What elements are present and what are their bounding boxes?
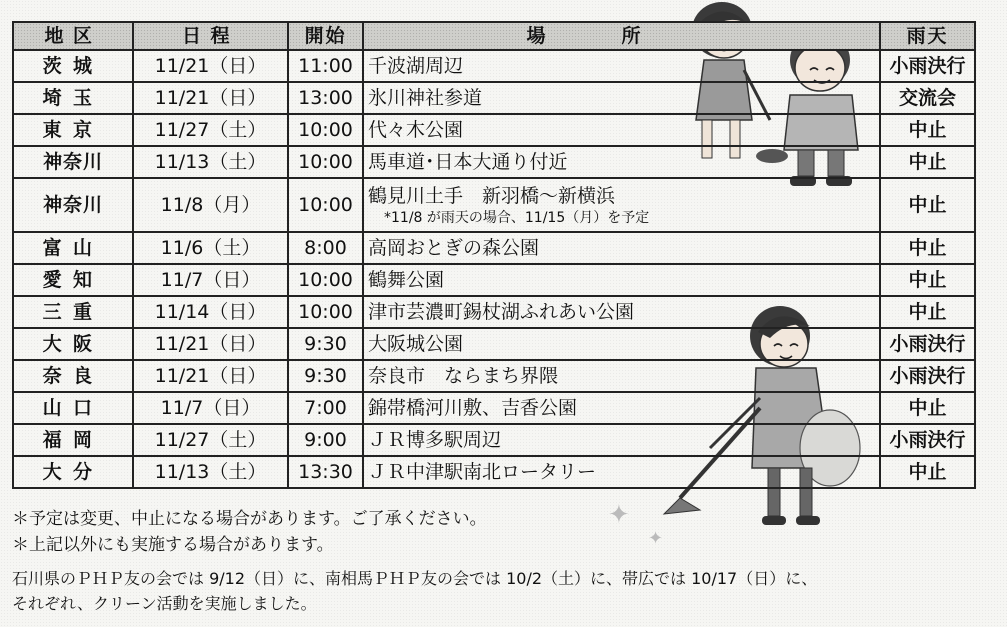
- rain-cell: 中止: [880, 146, 975, 178]
- sparkle-icon: ✦: [608, 500, 630, 530]
- date-cell: 11/13（土）: [133, 456, 288, 488]
- rain-cell: 中止: [880, 178, 975, 232]
- header-area: 地区: [13, 22, 133, 50]
- header-time: 開始: [288, 22, 363, 50]
- date-cell: 11/21（日）: [133, 82, 288, 114]
- area-cell: 三重: [13, 296, 133, 328]
- sparkle-icon: ✦: [648, 528, 664, 549]
- place-cell: 津市芸濃町錫杖湖ふれあい公園: [363, 296, 880, 328]
- time-cell: 7:00: [288, 392, 363, 424]
- rain-cell: 小雨決行: [880, 424, 975, 456]
- time-cell: 10:00: [288, 296, 363, 328]
- header-place: 場所: [363, 22, 880, 50]
- table-row: [13, 82, 975, 114]
- note-line: ＊予定は変更、中止になる場合があります。ご了承ください。: [12, 509, 487, 529]
- time-cell: 10:00: [288, 178, 363, 232]
- time-cell: 9:30: [288, 360, 363, 392]
- table-row: [13, 50, 975, 82]
- rain-cell: 交流会: [880, 82, 975, 114]
- header-date: 日程: [133, 22, 288, 50]
- date-cell: 11/8（月）: [133, 178, 288, 232]
- place-cell: 大阪城公園: [363, 328, 880, 360]
- cleanup-schedule-table: [12, 21, 976, 489]
- place-cell: 代々木公園: [363, 114, 880, 146]
- time-cell: 11:00: [288, 50, 363, 82]
- rain-cell: 小雨決行: [880, 50, 975, 82]
- area-cell: 大分: [13, 456, 133, 488]
- place-cell: 錦帯橋河川敷、吉香公園: [363, 392, 880, 424]
- area-cell: 山口: [13, 392, 133, 424]
- rain-cell: 小雨決行: [880, 360, 975, 392]
- date-cell: 11/13（土）: [133, 146, 288, 178]
- rain-cell: 中止: [880, 296, 975, 328]
- date-cell: 11/21（日）: [133, 50, 288, 82]
- place-text: 鶴見川土手 新羽橋～新横浜: [368, 185, 616, 207]
- place-cell: ＪＲ博多駅周辺: [363, 424, 880, 456]
- area-cell: 愛知: [13, 264, 133, 296]
- date-cell: 11/7（日）: [133, 392, 288, 424]
- schedule-notes: [12, 506, 487, 558]
- time-cell: 10:00: [288, 114, 363, 146]
- area-cell: 大阪: [13, 328, 133, 360]
- table-row: [13, 178, 975, 232]
- date-cell: 11/7（日）: [133, 264, 288, 296]
- table-row: [13, 264, 975, 296]
- report-line: それぞれ、クリーン活動を実施しました。: [12, 594, 317, 613]
- time-cell: 8:00: [288, 232, 363, 264]
- date-cell: 11/14（日）: [133, 296, 288, 328]
- table-row: [13, 360, 975, 392]
- rain-cell: 中止: [880, 456, 975, 488]
- area-cell: 東京: [13, 114, 133, 146]
- area-cell: 神奈川: [13, 178, 133, 232]
- place-cell: 鶴舞公園: [363, 264, 880, 296]
- table-row: [13, 232, 975, 264]
- time-cell: 10:00: [288, 146, 363, 178]
- rain-cell: 中止: [880, 114, 975, 146]
- time-cell: 13:30: [288, 456, 363, 488]
- area-cell: 神奈川: [13, 146, 133, 178]
- table-header-row: [13, 22, 975, 50]
- rain-cell: 中止: [880, 264, 975, 296]
- place-cell: 氷川神社参道: [363, 82, 880, 114]
- place-note: *11/8 が雨天の場合、11/15（月）を予定: [384, 210, 650, 226]
- date-cell: 11/27（土）: [133, 424, 288, 456]
- note-line: ＊上記以外にも実施する場合があります。: [12, 535, 334, 555]
- place-cell: 奈良市 ならまち界隈: [363, 360, 880, 392]
- table-row: [13, 114, 975, 146]
- table-row: [13, 456, 975, 488]
- area-cell: 福岡: [13, 424, 133, 456]
- date-cell: 11/21（日）: [133, 328, 288, 360]
- table-row: [13, 424, 975, 456]
- time-cell: 13:00: [288, 82, 363, 114]
- place-cell: [363, 178, 880, 232]
- date-cell: 11/27（土）: [133, 114, 288, 146]
- table-row: [13, 296, 975, 328]
- date-cell: 11/6（土）: [133, 232, 288, 264]
- area-cell: 富山: [13, 232, 133, 264]
- header-rain: 雨天: [880, 22, 975, 50]
- date-cell: 11/21（日）: [133, 360, 288, 392]
- time-cell: 9:00: [288, 424, 363, 456]
- area-cell: 茨城: [13, 50, 133, 82]
- table-row: [13, 328, 975, 360]
- place-cell: 高岡おとぎの森公園: [363, 232, 880, 264]
- time-cell: 9:30: [288, 328, 363, 360]
- rain-cell: 中止: [880, 392, 975, 424]
- place-cell: 千波湖周辺: [363, 50, 880, 82]
- rain-cell: 中止: [880, 232, 975, 264]
- place-cell: 馬車道･日本大通り付近: [363, 146, 880, 178]
- table-row: [13, 146, 975, 178]
- activity-report: [12, 566, 997, 616]
- area-cell: 奈良: [13, 360, 133, 392]
- area-cell: 埼玉: [13, 82, 133, 114]
- table-row: [13, 392, 975, 424]
- time-cell: 10:00: [288, 264, 363, 296]
- report-line: 石川県のＰＨＰ友の会では 9/12（日）に、南相馬ＰＨＰ友の会では 10/2（土）に、帯広では 10/17（日）に、: [12, 569, 818, 588]
- place-cell: ＪＲ中津駅南北ロータリー: [363, 456, 880, 488]
- rain-cell: 小雨決行: [880, 328, 975, 360]
